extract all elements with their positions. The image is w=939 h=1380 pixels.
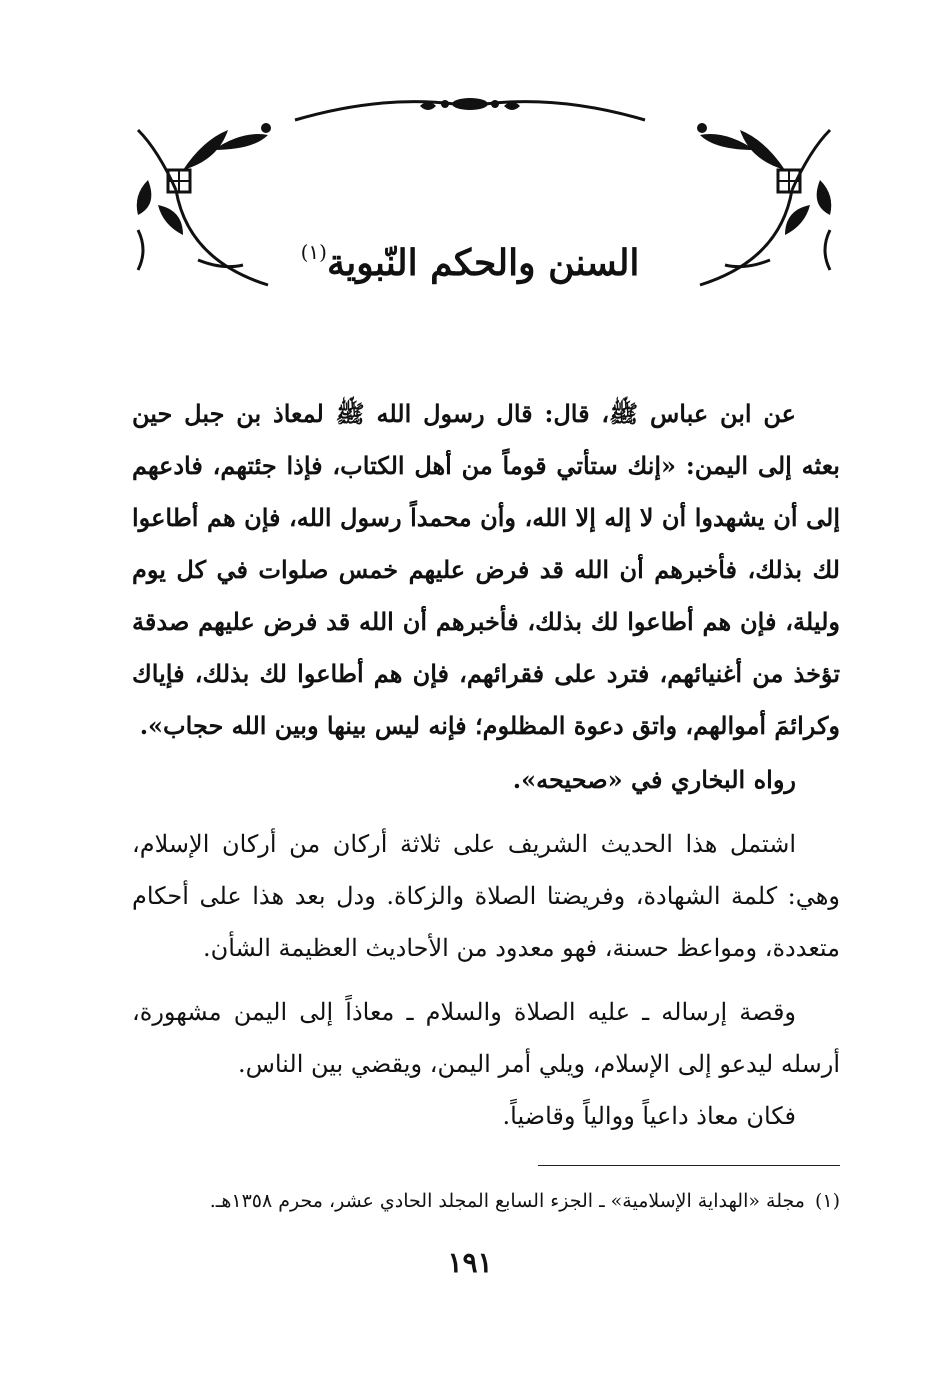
commentary-paragraph: اشتمل هذا الحديث الشريف على ثلاثة أركان من أركان الإسلام، وهي: كلمة الشهادة، وفريضتا الصلاة والزكاة. ودل بعد هذا على أحكام متعددة، ومواعظ حسنة، فهو معدود من الأحاديث العظيمة الشأن. xyxy=(132,830,840,962)
right-corner-ornament-icon xyxy=(690,110,840,290)
title-footnote-marker: (١) xyxy=(300,240,327,264)
footnote-number: (١) xyxy=(814,1190,840,1212)
commentary-paragraph: فكان معاذ داعياً ووالياً وقاضياً. xyxy=(502,1102,796,1130)
body-text xyxy=(132,388,840,1142)
left-corner-ornament-icon xyxy=(128,110,278,290)
chapter-title xyxy=(280,222,660,293)
page-number: ١٩١ xyxy=(447,1246,493,1279)
footnote-text: مجلة «الهداية الإسلامية» ـ الجزء السابع المجلد الحادي عشر، محرم ١٣٥٨هـ. xyxy=(209,1190,805,1212)
narration-line: رواه البخاري في «صحيحه». xyxy=(512,765,796,794)
footnote-divider xyxy=(538,1165,840,1166)
top-ornament-icon xyxy=(290,90,650,130)
footnote xyxy=(132,1186,840,1216)
chapter-title-text: السنن والحكم النّبوية xyxy=(326,242,640,284)
commentary-paragraph: وقصة إرساله ـ عليه الصلاة والسلام ـ معاذاً إلى اليمن مشهورة، أرسله ليدعو إلى الإسلام، ويلي أمر اليمن، ويقضي بين الناس. xyxy=(132,998,840,1078)
hadith-paragraph: عن ابن عباس ﷺ، قال: قال رسول الله ﷺ لمعاذ بن جبل حين بعثه إلى اليمن: «إنك ستأتي قوماً من أهل الكتاب، فإذا جئتهم، فادعهم إلى أن يشهدوا أن لا إله إلا الله، وأن محمداً رسول الله، فإن هم أطاعوا لك بذلك، فأخبرهم أن الله قد فرض عليهم خمس صلوات في كل يوم وليلة، فإن هم أطاعوا لك بذلك، فأخبرهم أن الله قد فرض عليهم صدقة تؤخذ من أغنيائهم، فترد على فقرائهم، فإن هم أطاعوا لك بذلك، فإياك وكرائمَ أموالهم، واتق دعوة المظلوم؛ فإنه ليس بينها وبين الله حجاب». xyxy=(132,399,840,740)
